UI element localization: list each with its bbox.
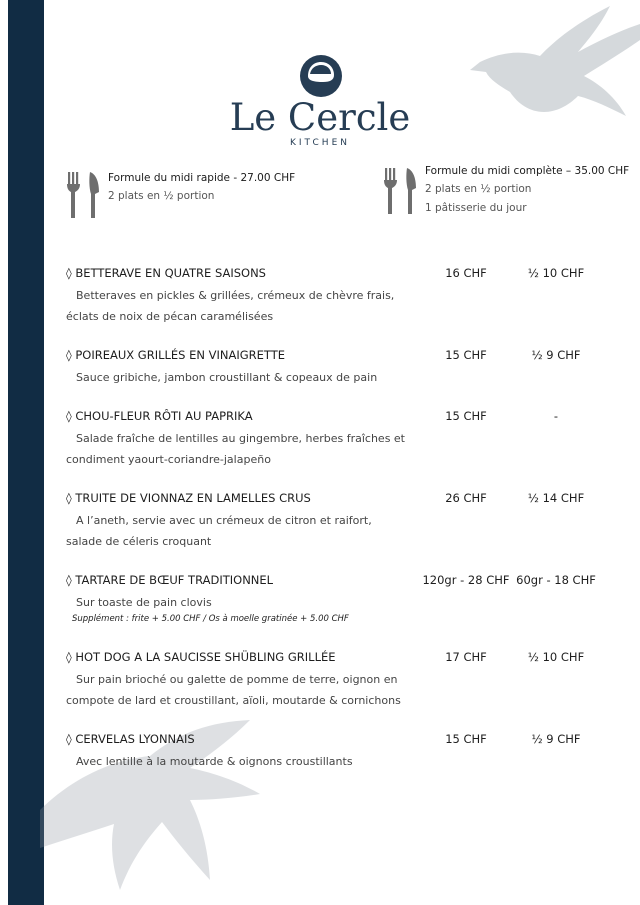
item-description: Salade fraîche de lentilles au gingembre, herbes fraîches et condiment yaourt-coriandre-jalapeño — [66, 432, 405, 466]
cutlery-icon — [66, 170, 102, 220]
item-name: ◊ CHOU-FLEUR RÔTI AU PAPRIKA — [66, 409, 253, 423]
item-price: 17 CHF — [445, 650, 487, 664]
formula-title: Formule du midi complète – 35.00 CHF — [425, 165, 630, 177]
brand-subtitle: KITCHEN — [290, 138, 350, 148]
formula-line: 2 plats en ½ portion — [108, 190, 215, 202]
item-price: 16 CHF — [445, 266, 487, 280]
side-accent-bar — [8, 0, 44, 905]
cutlery-icon — [383, 166, 419, 216]
circle-logo-icon — [299, 54, 343, 98]
item-description: Sur toaste de pain clovis — [76, 596, 212, 609]
item-price: 15 CHF — [445, 409, 487, 423]
raven-decoration-icon — [40, 720, 270, 905]
item-half-price: 60gr - 18 CHF — [516, 573, 596, 587]
item-half-price: ½ 10 CHF — [527, 650, 585, 664]
item-half-price: ½ 9 CHF — [531, 732, 581, 746]
formula-line: 1 pâtisserie du jour — [425, 202, 527, 214]
item-name: ◊ CERVELAS LYONNAIS — [66, 732, 195, 746]
item-price: 26 CHF — [445, 491, 487, 505]
formula-title: Formule du midi rapide - 27.00 CHF — [108, 172, 296, 184]
item-name: ◊ POIREAUX GRILLÉS EN VINAIGRETTE — [66, 348, 286, 362]
item-description: A l’aneth, servie avec un crémeux de citron et raifort, salade de céleris croquant — [66, 514, 372, 548]
raven-decoration-icon — [460, 0, 640, 150]
item-description: Avec lentille à la moutarde & oignons croustillants — [76, 755, 353, 768]
item-half-price: ½ 10 CHF — [527, 266, 585, 280]
formula-rapide — [66, 170, 326, 222]
item-half-price: ½ 9 CHF — [531, 348, 581, 362]
item-name: ◊ TRUITE DE VIONNAZ EN LAMELLES CRUS — [66, 491, 311, 505]
item-half-price: ½ 14 CHF — [527, 491, 585, 505]
item-supplement: Supplément : frite + 5.00 CHF / Os à moelle gratinée + 5.00 CHF — [72, 614, 349, 624]
item-price: 15 CHF — [445, 348, 487, 362]
item-description: Sauce gribiche, jambon croustillant & copeaux de pain — [76, 371, 378, 384]
item-price: 120gr - 28 CHF — [422, 573, 510, 587]
formula-line: 2 plats en ½ portion — [425, 183, 532, 195]
brand-header — [200, 96, 440, 148]
item-description: Betteraves en pickles & grillées, crémeux de chèvre frais, éclats de noix de pécan caramélisées — [66, 289, 395, 323]
item-description: Sur pain brioché ou galette de pomme de terre, oignon en compote de lard et croustillant, aïoli, moutarde & cornichons — [66, 673, 401, 707]
item-price: 15 CHF — [445, 732, 487, 746]
item-half-price: - — [553, 409, 559, 423]
item-name: ◊ TARTARE DE BŒUF TRADITIONNEL — [66, 573, 274, 587]
brand-title: Le Cercle — [229, 96, 411, 139]
formula-complete — [383, 163, 630, 221]
item-name: ◊ BETTERAVE EN QUATRE SAISONS — [66, 266, 266, 280]
item-name: ◊ HOT DOG A LA SAUCISSE SHÜBLING GRILLÉE — [66, 650, 336, 664]
